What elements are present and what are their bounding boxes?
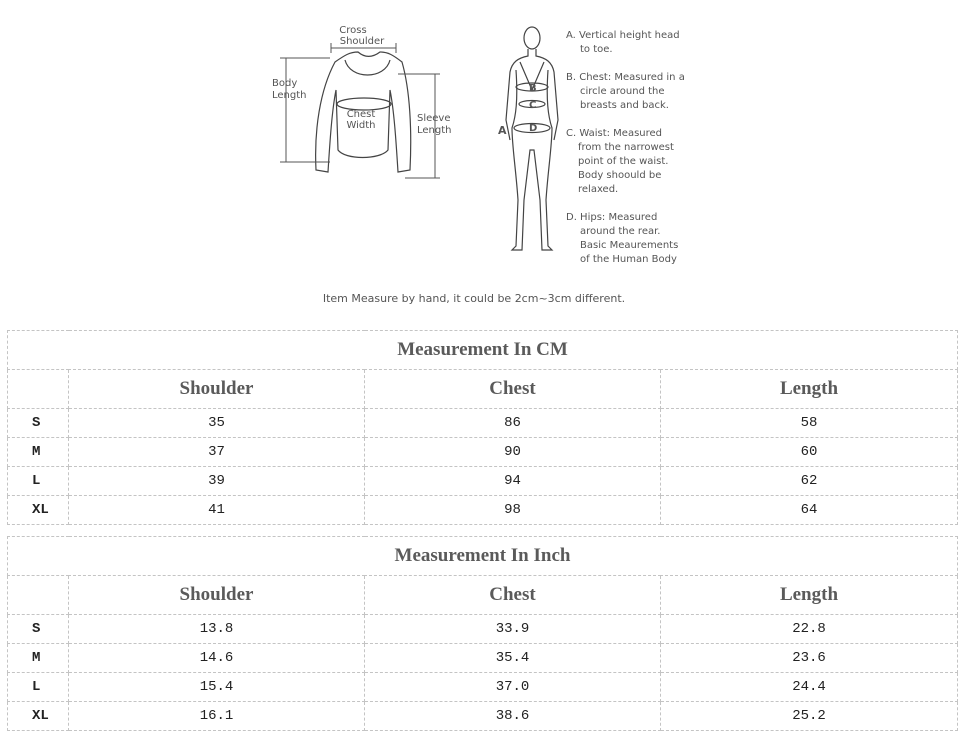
size-label: S xyxy=(8,615,69,644)
label-cross-shoulder: Shoulder xyxy=(339,36,385,47)
size-label: M xyxy=(8,644,69,673)
note-line: to toe. xyxy=(580,44,613,55)
table-row xyxy=(8,615,958,644)
chest-value: 86 xyxy=(365,409,661,438)
table-row xyxy=(8,496,958,525)
chest-value: 33.9 xyxy=(365,615,661,644)
header-cell xyxy=(8,576,69,615)
note-line: point of the waist. xyxy=(578,156,669,167)
note-line: circle around the xyxy=(580,86,665,97)
table-row xyxy=(8,409,958,438)
marker-b: B xyxy=(529,83,537,94)
header-chest: Chest xyxy=(365,576,661,615)
length-value: 25.2 xyxy=(661,702,958,731)
chest-value: 35.4 xyxy=(365,644,661,673)
shoulder-value: 13.8 xyxy=(69,615,365,644)
chest-value: 37.0 xyxy=(365,673,661,702)
shoulder-value: 14.6 xyxy=(69,644,365,673)
note-line: of the Human Body xyxy=(580,254,677,265)
chest-value: 94 xyxy=(365,467,661,496)
note-line: from the narrowest xyxy=(578,142,674,153)
note-line: around the rear. xyxy=(580,226,661,237)
note-line: breasts and back. xyxy=(580,100,669,111)
chest-value: 98 xyxy=(365,496,661,525)
length-value: 60 xyxy=(661,438,958,467)
note-line: Basic Meaurements xyxy=(580,240,679,251)
shoulder-value: 41 xyxy=(69,496,365,525)
table-row xyxy=(8,702,958,731)
size-label: L xyxy=(8,673,69,702)
shoulder-value: 39 xyxy=(69,467,365,496)
table-row xyxy=(8,438,958,467)
label-cross-shoulder: Cross xyxy=(339,25,367,36)
length-value: 62 xyxy=(661,467,958,496)
size-label: XL xyxy=(8,702,69,731)
size-label: M xyxy=(8,438,69,467)
note-line: A. Vertical height head xyxy=(566,30,680,41)
table-title: Measurement In CM xyxy=(8,331,958,370)
label-chest-width: Chest xyxy=(346,109,376,120)
label-body-length: Body xyxy=(272,78,298,89)
body-illustration xyxy=(506,27,558,250)
note-line: Body shoould be xyxy=(578,170,662,181)
shoulder-value: 37 xyxy=(69,438,365,467)
length-value: 58 xyxy=(661,409,958,438)
header-cell xyxy=(8,370,69,409)
marker-d: D xyxy=(529,123,538,134)
length-value: 24.4 xyxy=(661,673,958,702)
note-line: C. Waist: Measured xyxy=(566,128,663,139)
header-length: Length xyxy=(661,576,958,615)
chest-value: 90 xyxy=(365,438,661,467)
size-table-cm xyxy=(7,330,958,525)
marker-c: C xyxy=(529,100,537,111)
size-label: S xyxy=(8,409,69,438)
marker-a: A xyxy=(498,124,507,137)
measurement-diagram xyxy=(0,0,962,320)
table-title: Measurement In Inch xyxy=(8,537,958,576)
table-row xyxy=(8,644,958,673)
size-label: XL xyxy=(8,496,69,525)
chest-value: 38.6 xyxy=(365,702,661,731)
label-chest-width: Width xyxy=(346,120,376,131)
label-sleeve-length: Length xyxy=(417,125,452,136)
length-value: 22.8 xyxy=(661,615,958,644)
shoulder-value: 15.4 xyxy=(69,673,365,702)
length-value: 64 xyxy=(661,496,958,525)
length-value: 23.6 xyxy=(661,644,958,673)
table-row xyxy=(8,467,958,496)
label-sleeve-length: Sleeve xyxy=(417,113,451,124)
table-row xyxy=(8,673,958,702)
shoulder-value: 16.1 xyxy=(69,702,365,731)
label-body-length: Length xyxy=(272,90,307,101)
note-line: relaxed. xyxy=(578,184,619,195)
size-table-inch xyxy=(7,536,958,731)
header-shoulder: Shoulder xyxy=(69,370,365,409)
measure-caption: Item Measure by hand, it could be 2cm~3cm different. xyxy=(322,292,626,305)
size-label: L xyxy=(8,467,69,496)
note-line: D. Hips: Measured xyxy=(566,212,658,223)
header-length: Length xyxy=(661,370,958,409)
header-shoulder: Shoulder xyxy=(69,576,365,615)
body-measure-notes xyxy=(566,30,685,265)
shoulder-value: 35 xyxy=(69,409,365,438)
note-line: B. Chest: Measured in a xyxy=(566,72,685,83)
header-chest: Chest xyxy=(365,370,661,409)
